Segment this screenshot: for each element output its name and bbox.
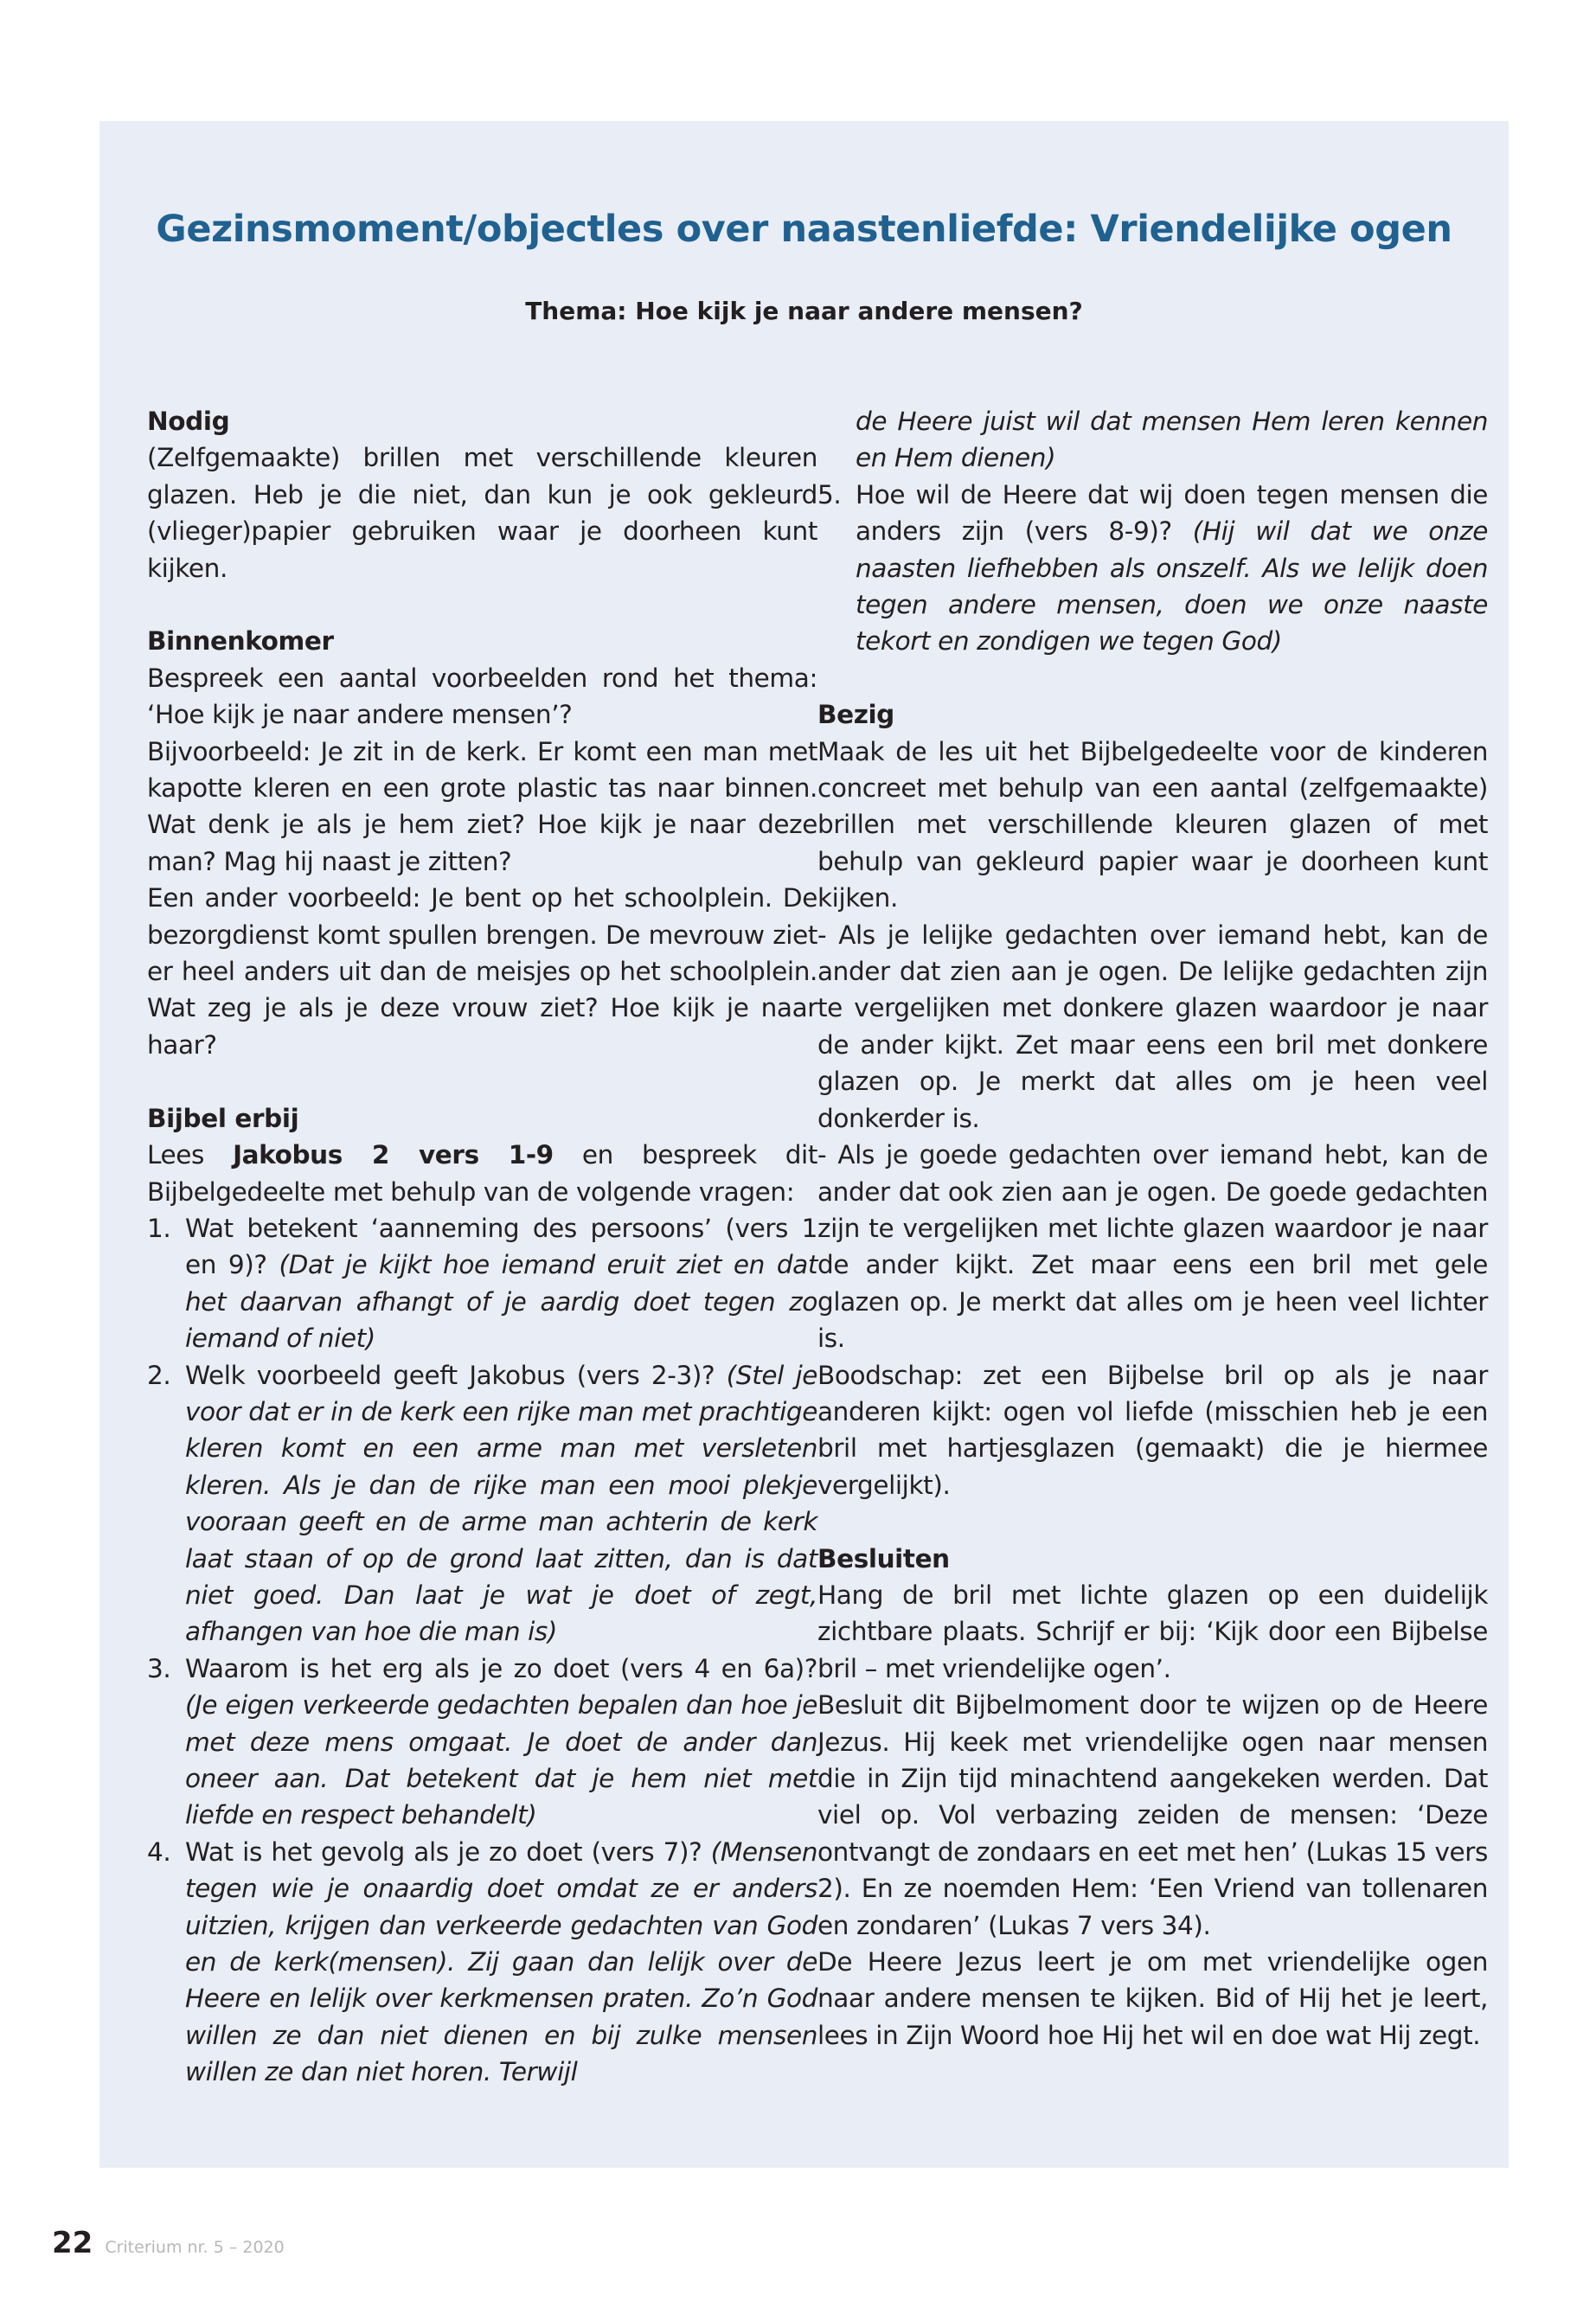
question-answer: (Dat je kijkt hoe iemand eruit ziet en dat het daarvan afhangt of je aardig doet tegen zo iemand of niet) [185,1250,817,1354]
section-heading-binnenkomer: Binnenkomer [147,626,334,657]
bezig-paragraph: - Als je lelijke gedachten over iemand hebt, kan de ander dat zien aan je ogen. De lelijke gedachten zijn te vergelijken met donkere glazen waardoor je naar de ander kijkt. Zet maar eens een bril met donkere glazen op. Je merkt dat alles om je heen veel donkerder is. [817,920,1488,1133]
section-heading-nodig: Nodig [147,407,230,436]
section-heading-bezig: Bezig [817,700,894,730]
bezig-paragraph: - Als je goede gedachten over iemand hebt, kan de ander dat ook zien aan je ogen. De goede gedachten zijn te vergelijken met lichte glazen waardoor je naar de ander kijkt. Zet maar eens een bril met gele glazen op. Je merkt dat alles om je heen veel lichter is. [817,1140,1488,1354]
binnenkomer-paragraph: Een ander voorbeeld: Je bent op het schoolplein. De bezorgdienst komt spullen brengen. De mevrouw ziet er heel anders uit dan de meisjes op het schoolplein. Wat zeg je als je deze vrouw ziet? Hoe kijk je naar haar? [147,883,817,1060]
right-column [817,403,1488,2054]
binnenkomer-paragraph: Bijvoorbeeld: Je zit in de kerk. Er komt een man met kapotte kleren en een grote plastic tas naar binnen. Wat denk je als je hem ziet? Hoe kijk je naar deze man? Mag hij naast je zitten? [147,736,817,876]
question-number: 1. [147,1213,171,1243]
besluiten-paragraph: Hang de bril met lichte glazen op een duidelijk zichtbare plaats. Schrijf er bij: ‘Kijk door een Bijbelse bril – met vriendelijke ogen’. [817,1580,1488,1683]
besluiten-paragraph: De Heere Jezus leert je om met vriendelijke ogen naar andere mensen te kijken. Bid of Hij het je leert, lees in Zijn Woord hoe Hij het wil en doe wat Hij zegt. [817,1947,1488,2050]
question-answer: (Hij wil dat we onze naasten liefhebben als onszelf. Als we lelijk doen tegen andere mensen, doen we onze naaste tekort en zondigen we tegen God) [856,516,1489,657]
question-text: Wat is het gevolg als je zo doet (vers 7)? [185,1836,711,1867]
question-item [147,1650,817,1834]
question-text: Welk voorbeeld geeft Jakobus (vers 2-3)? [185,1360,727,1390]
article-title: Gezinsmoment/objectles over naastenliefde: Vriendelijke ogen [156,208,1452,251]
question-item [147,1834,817,2091]
question-item [147,1210,817,1357]
question-item [147,1357,817,1650]
section-heading-besluiten: Besluiten [817,1543,950,1574]
question-number: 4. [147,1836,171,1867]
question-answer: (Je eigen verkeerde gedachten bepalen dan hoe je met deze mens omgaat. Je doet de ander dan oneer aan. Dat betekent dat je hem niet met liefde en respect behandelt) [185,1690,817,1830]
question-text: Waarom is het erg als je zo doet (vers 4 en 6a)? [185,1653,817,1683]
scripture-reference: Jakobus 2 vers 1-9 [233,1140,554,1170]
bezig-paragraph: Maak de les uit het Bijbelgedeelte voor de kinderen concreet met behulp van een aantal (zelfgemaakte) brillen met verschillende kleuren glazen of met behulp van gekleurd papier waar je doorheen kunt kijken. [817,736,1488,913]
question-text: Hoe wil de Heere dat wij doen tegen mensen die anders zijn (vers 8-9)? [856,479,1488,547]
section-heading-bijbel-erbij: Bijbel erbij [147,1103,299,1133]
magazine-issue: Criterium nr. 5 – 2020 [105,2238,285,2257]
article-panel [99,121,1509,2168]
question-item [817,477,1488,660]
question-answer: (Mensen tegen wie je onaardig doet omdat ze er anders uitzien, krijgen dan verkeerde gedachten van God en de kerk(mensen). Zij gaan dan lelijk over de Heere en lelijk over kerkmensen praten. Zo’n God willen ze dan niet dienen en bij zulke mensen willen ze dan niet horen. Terwijl [185,1836,817,2087]
question-number: 2. [147,1360,171,1390]
binnenkomer-paragraph: Bespreek een aantal voorbeelden rond het thema: ‘Hoe kijk je naar andere mensen’? [147,663,817,730]
question-number: 3. [147,1653,171,1683]
besluiten-paragraph: Besluit dit Bijbelmoment door te wijzen op de Heere Jezus. Hij keek met vriendelijke ogen naar mensen die in Zijn tijd minachtend aangekeken werden. Dat viel op. Vol verbazing zeiden de mensen: ‘Deze ontvangt de zondaars en eet met hen’ (Lukas 15 vers 2). En ze noemden Hem: ‘Een Vriend van tollenaren en zondaren’ (Lukas 7 vers 34). [817,1690,1488,1940]
bezig-paragraph: Boodschap: zet een Bijbelse bril op als je naar anderen kijkt: ogen vol liefde (misschien heb je een bril met hartjesglazen (gemaakt) die je hiermee vergelijkt). [817,1360,1488,1500]
question-answer-continuation: de Heere juist wil dat mensen Hem leren kennen en Hem dienen) [856,407,1488,473]
left-column [147,403,817,2091]
bijbel-intro: Lees Jakobus 2 vers 1-9 en bespreek dit Bijbelgedeelte met behulp van de volgende vragen: [147,1140,817,1207]
page-number: 22 [52,2226,93,2260]
article-subtitle: Thema: Hoe kijk je naar andere mensen? [525,297,1083,325]
question-answer: (Stel je voor dat er in de kerk een rijke man met prachtige kleren komt en een arme man met versleten kleren. Als je dan de rijke man een mooi plekje vooraan geeft en de arme man achterin de kerk laat staan of op de grond laat zitten, dan is dat niet goed. Dan laat je wat je doet of zegt, afhangen van hoe die man is) [185,1360,818,1647]
question-text: Wat betekent ‘aanneming des persoons’ (vers 1 en 9)? [185,1213,817,1280]
page-footer [52,2226,285,2260]
question-number: 5. [817,479,842,510]
nodig-text: (Zelfgemaakte) brillen met verschillende kleuren glazen. Heb je die niet, dan kun je ook gekleurd (vlieger)papier gebruiken waar je doorheen kunt kijken. [147,443,817,583]
